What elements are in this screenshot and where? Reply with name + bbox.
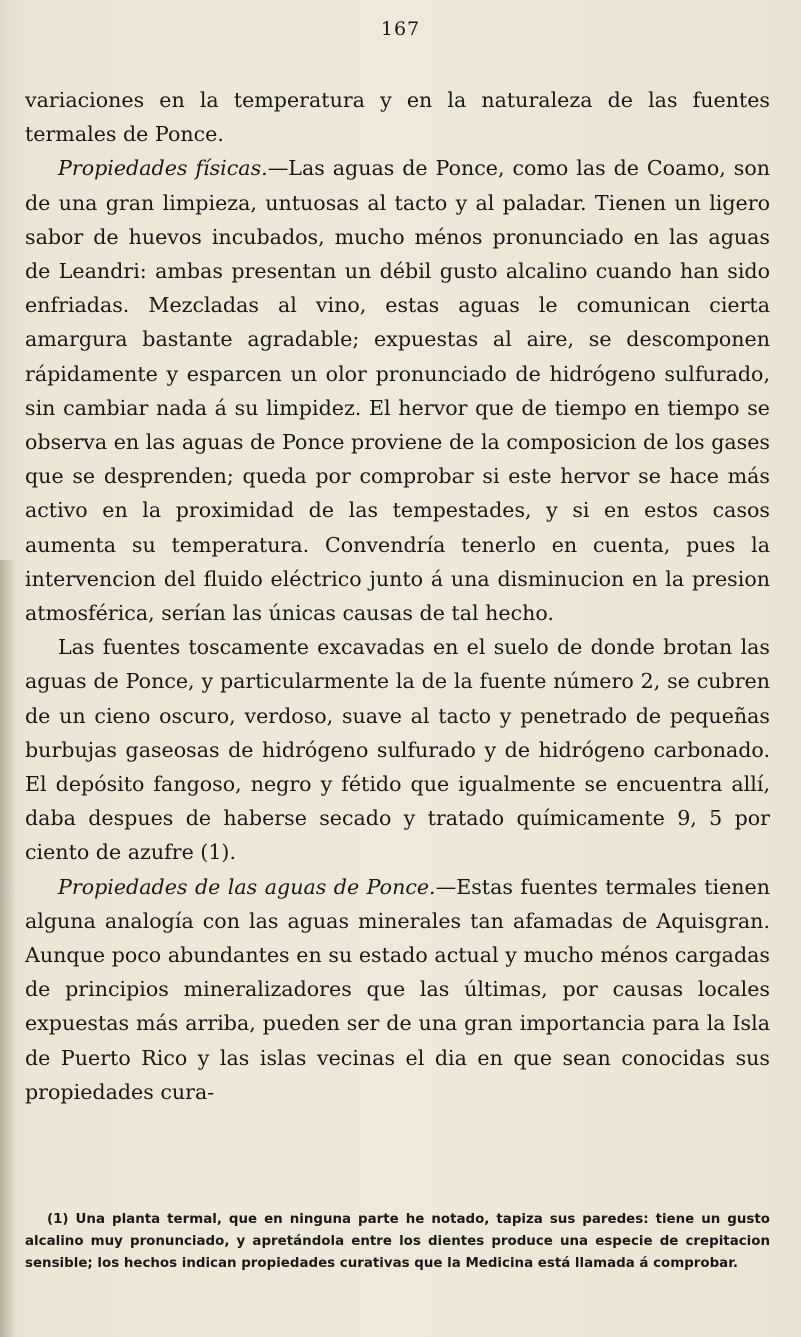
section-heading-ponce-water-properties: Propiedades de las aguas de Ponce. bbox=[58, 874, 436, 899]
section-heading-physical-properties: Propiedades físicas. bbox=[58, 156, 268, 181]
paragraph-text: variaciones en la temperatura y en la naturaleza de las fuentes termales de Ponce. bbox=[25, 88, 770, 147]
footnote: (1) Una planta termal, que en ninguna parte he notado, tapiza sus paredes: tiene un gusto alcalino muy pronunciado, y apretándola entre los dientes produce una especie de crepitacion sensible; los hechos indican propiedades curativas que la Medicina está llamada á comprobar. bbox=[25, 1212, 770, 1271]
paragraph-physical-properties bbox=[25, 151, 770, 630]
paragraph-springs-sediment bbox=[25, 630, 770, 869]
paragraph-text: —Estas fuentes termales tienen alguna analogía con las aguas minerales tan afamadas de Aquisgran. Aunque poco abundantes en su estado actual y mucho ménos cargadas de principios mineralizadores que las últimas, por causas locales expuestas más arriba, pueden ser de una gran importancia para la Isla de Puerto Rico y las islas vecinas el dia en que sean conocidas sus propiedades cura- bbox=[25, 874, 770, 1104]
body-text bbox=[25, 83, 770, 1109]
paragraph-intro-continuation bbox=[25, 83, 770, 151]
page-number: 167 bbox=[380, 18, 421, 40]
paragraph-text: —Las aguas de Ponce, como las de Coamo, son de una gran limpieza, untuosas al tacto y al paladar. Tienen un ligero sabor de huevos incubados, mucho ménos pronunciado en las aguas de Leandri: ambas presentan un débil gusto alcalino cuando han sido enfriadas. Mezcladas al vino, estas aguas le comunican cierta amargura bastante agradable; expuestas al aire, se descomponen rápidamente y esparcen un olor pronunciado de hidrógeno sulfurado, sin cambiar nada á su limpidez. El hervor que de tiempo en tiempo se observa en las aguas de Ponce proviene de la composicion de los gases que se desprenden; queda por comprobar si este hervor se hace más activo en la proximidad de las tempestades, y si en estos casos aumenta su temperatura. Convendría tenerlo en cuenta, pues la intervencion del fluido eléctrico junto á una disminucion en la presion atmosférica, serían las únicas causas de tal hecho. bbox=[25, 156, 770, 626]
paragraph-text: Las fuentes toscamente excavadas en el suelo de donde brotan las aguas de Ponce, y particularmente la de la fuente número 2, se cubren de un cieno oscuro, verdoso, suave al tacto y penetrado de pequeñas burbujas gaseosas de hidrógeno sulfurado y de hidrógeno carbonado. El depósito fangoso, negro y fétido que igualmente se encuentra allí, daba despues de haberse secado y tratado químicamente 9, 5 por ciento de azufre (1). bbox=[25, 635, 770, 865]
page-edge-shadow bbox=[0, 560, 16, 1337]
paragraph-ponce-water-properties bbox=[25, 870, 770, 1109]
